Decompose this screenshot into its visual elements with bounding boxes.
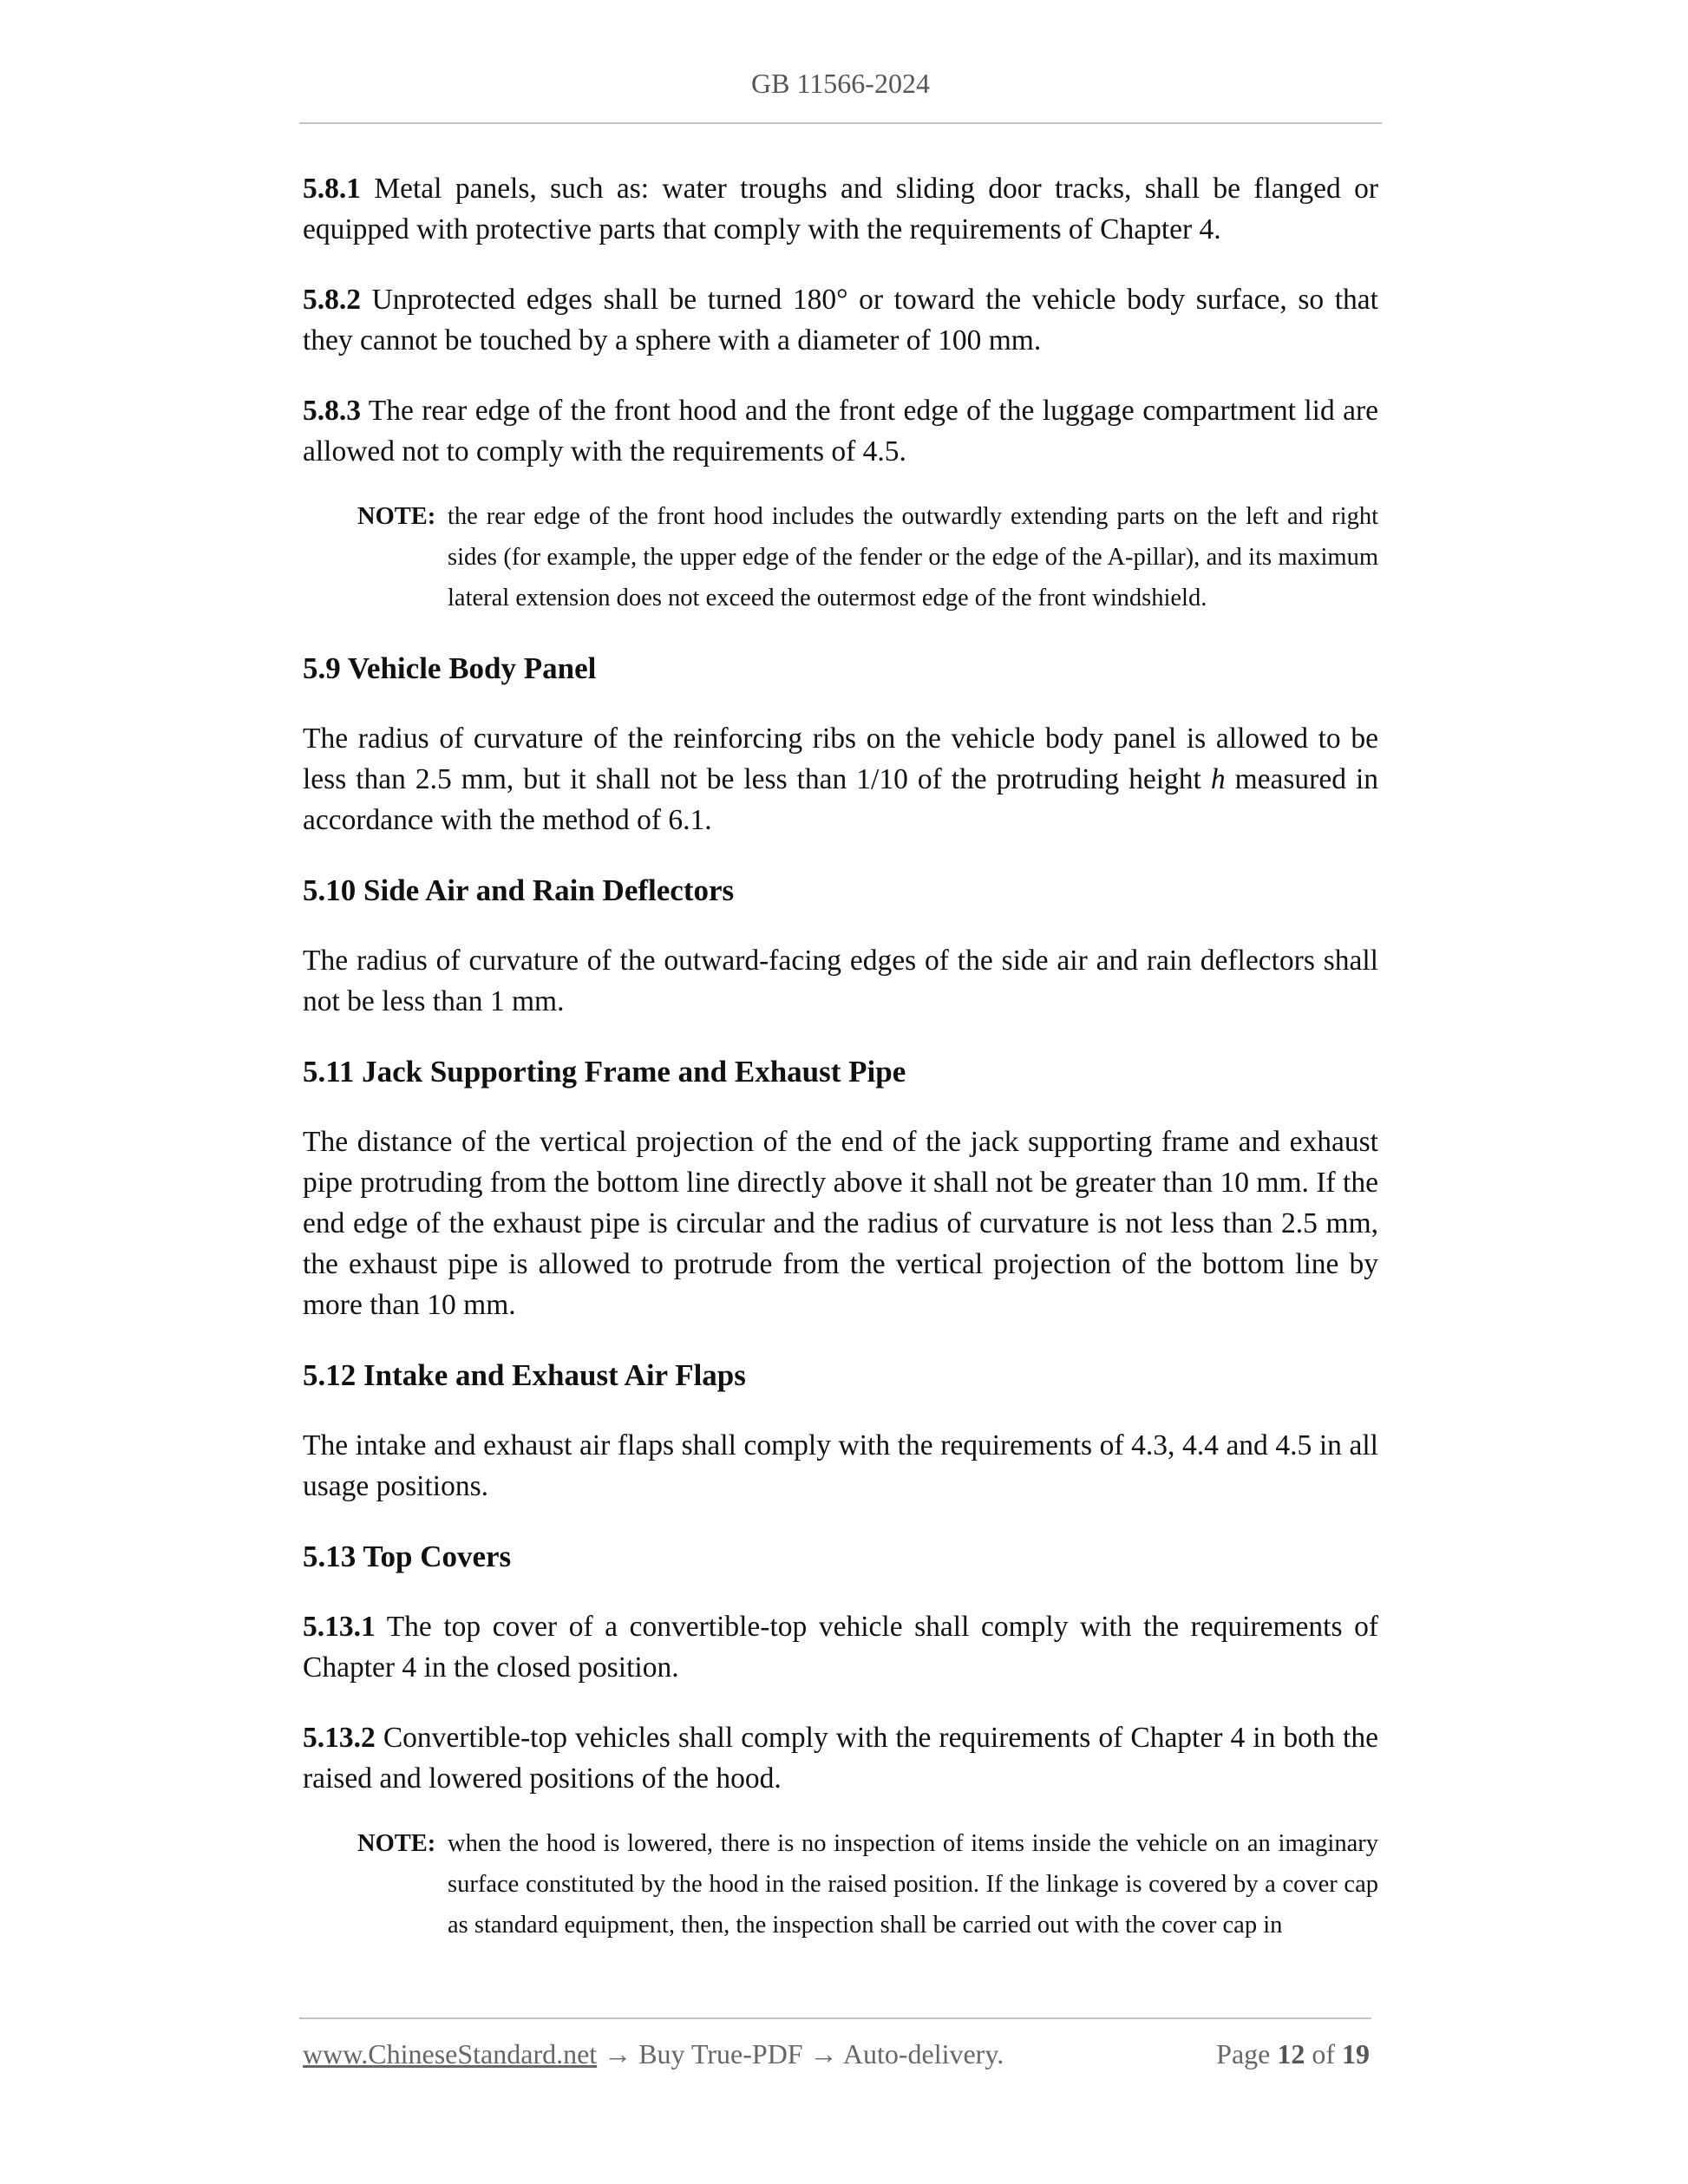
- clause-number: 5.13.2: [303, 1722, 376, 1754]
- page-total: 19: [1342, 2038, 1370, 2070]
- site-link[interactable]: www.ChineseStandard.net: [303, 2038, 598, 2070]
- page-word: Page: [1216, 2038, 1271, 2070]
- note-front-hood: [357, 496, 1378, 618]
- section-heading-5-13: 5.13 Top Covers: [303, 1540, 512, 1573]
- promo-text: → Buy True-PDF → Auto-delivery.: [597, 2038, 1004, 2070]
- clause-text: Convertible-top vehicles shall comply with the requirements of Chapter 4 in both the raised and lowered positions of the hood.: [303, 1722, 1378, 1795]
- clause-5-13-2: [303, 1717, 1378, 1799]
- section-body-5-11: The distance of the vertical projection of the end of the jack supporting frame and exhaust pipe protruding from the bottom line directly above it shall not be greater than 10 mm. If the end edge of the exhaust pipe is circular and the radius of curvature is not less than 2.5 mm, the exhaust pipe is allowed to protrude from the vertical projection of the bottom line by more than 10 mm.: [303, 1126, 1378, 1321]
- clause-5-8-3: [303, 390, 1378, 472]
- section-heading-5-11: 5.11 Jack Supporting Frame and Exhaust Pipe: [303, 1055, 906, 1089]
- section-heading-5-10: 5.10 Side Air and Rain Deflectors: [303, 873, 735, 907]
- note-text: the rear edge of the front hood includes the outwardly extending parts on the left and right sides (for example, the upper edge of the fender or the edge of the A-pillar), and its maximum lateral extension does not exceed the outermost edge of the front windshield.: [448, 503, 1378, 611]
- body-text: measured in accordance with the method of 6.1.: [303, 763, 1379, 836]
- clause-5-8-1: [303, 168, 1378, 250]
- page-number: 12: [1277, 2038, 1305, 2070]
- clause-text: Metal panels, such as: water troughs and sliding door tracks, shall be flanged or equipped with protective parts that comply with the requirements of Chapter 4.: [303, 173, 1378, 245]
- clause-number: 5.8.1: [303, 173, 361, 205]
- note-hood-lowered: [357, 1823, 1378, 1945]
- variable-h: h: [1210, 763, 1226, 795]
- note-label: NOTE:: [357, 1830, 436, 1857]
- page-indicator: [1216, 2038, 1370, 2070]
- page-footer: [303, 2038, 1370, 2070]
- section-heading-5-12: 5.12 Intake and Exhaust Air Flaps: [303, 1358, 746, 1392]
- note-text: when the hood is lowered, there is no inspection of items inside the vehicle on an imaginary surface constituted by the hood in the raised position. If the linkage is covered by a cover cap as standard equipment, then, the inspection shall be carried out with the cover cap in: [448, 1830, 1378, 1939]
- clause-number: 5.13.1: [303, 1611, 376, 1643]
- clause-text: Unprotected edges shall be turned 180° or toward the vehicle body surface, so that they cannot be touched by a sphere with a diameter of 100 mm.: [303, 284, 1378, 356]
- clause-number: 5.8.2: [303, 284, 361, 316]
- of-word: of: [1312, 2038, 1335, 2070]
- body-text: The radius of curvature of the reinforcing ribs on the vehicle body panel is allowed to be less than 2.5 mm, but it shall not be less than 1/10 of the protruding height: [303, 723, 1378, 795]
- note-label: NOTE:: [357, 503, 436, 530]
- document-body: [303, 168, 1378, 1975]
- header-divider: [299, 122, 1382, 124]
- clause-5-8-2: [303, 279, 1378, 361]
- page-header: GB 11566-2024: [751, 68, 930, 99]
- clause-number: 5.8.3: [303, 395, 361, 427]
- clause-text: The rear edge of the front hood and the front edge of the luggage compartment lid are allowed not to comply with the requirements of 4.5.: [303, 395, 1378, 468]
- section-body-5-9: [303, 718, 1378, 840]
- clause-5-13-1: [303, 1606, 1378, 1688]
- section-heading-5-9: 5.9 Vehicle Body Panel: [303, 651, 597, 685]
- clause-text: The top cover of a convertible-top vehicle shall comply with the requirements of Chapter 4 in the closed position.: [303, 1611, 1378, 1684]
- section-body-5-12: The intake and exhaust air flaps shall comply with the requirements of 4.3, 4.4 and 4.5 in all usage positions.: [303, 1429, 1378, 1502]
- section-body-5-10: The radius of curvature of the outward-facing edges of the side air and rain deflectors shall not be less than 1 mm.: [303, 945, 1378, 1017]
- footer-divider: [299, 2017, 1371, 2019]
